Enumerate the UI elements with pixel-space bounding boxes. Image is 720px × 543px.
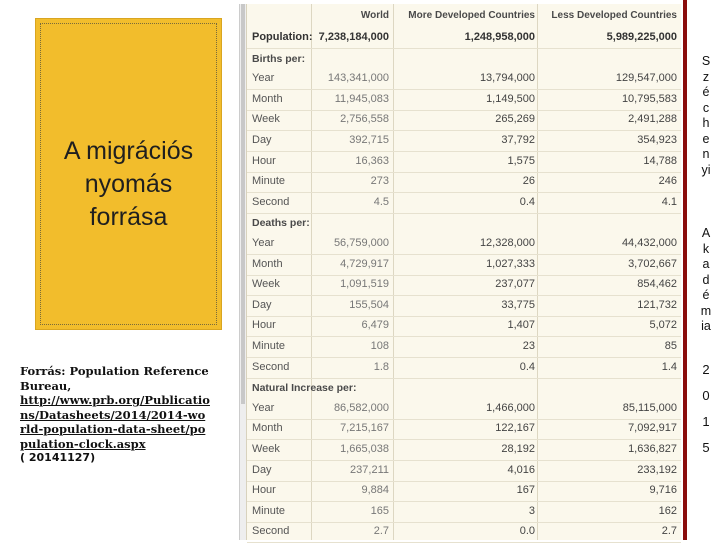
author-glyph: d: [702, 272, 710, 287]
more-developed-value: 1,248,958,000: [464, 31, 535, 43]
less-developed-value: 5,072: [649, 319, 677, 332]
more-developed-value: 1,466,000: [486, 401, 535, 414]
table-row: [247, 233, 681, 255]
row-label: Second: [252, 195, 290, 208]
less-developed-value: 2,491,288: [628, 113, 677, 126]
table-row: [247, 27, 681, 49]
more-developed-value: 26: [522, 175, 535, 188]
less-developed-value: 7,092,917: [628, 422, 677, 435]
scrollbar-thumb[interactable]: [241, 4, 245, 404]
more-developed-value: 4,016: [507, 463, 535, 476]
source-link[interactable]: http://www.prb.org/Publications/Datasheets/2014/2014-world-population-data-sheet/population-clock.aspx: [20, 393, 210, 451]
author-glyph: ia: [701, 319, 711, 333]
slide-title: A migrációs nyomás forrása: [63, 137, 194, 231]
author-glyph: é: [702, 288, 710, 302]
less-developed-value: 5,989,225,000: [606, 31, 677, 43]
less-developed-value: 121,732: [637, 298, 677, 311]
less-developed-value: 1.4: [661, 360, 677, 373]
row-label: Hour: [252, 484, 276, 497]
more-developed-value: 12,328,000: [479, 237, 535, 249]
row-label: Month: [252, 257, 283, 270]
table-row: [247, 480, 681, 502]
more-developed-value: 0.0: [519, 525, 535, 538]
author-glyph: S: [701, 54, 711, 68]
author-glyph: z: [702, 69, 710, 84]
row-label: Day: [252, 134, 272, 146]
row-label: Minute: [252, 504, 286, 517]
less-developed-value: 129,547,000: [615, 72, 677, 85]
author-word-akademia: [694, 226, 718, 335]
author-glyph: n: [702, 147, 710, 161]
header-less-developed: Less Developed Countries: [551, 10, 677, 21]
row-label: Month: [252, 422, 283, 435]
table-row: [247, 357, 681, 379]
author-glyph: 1: [702, 413, 710, 429]
world-value: 165: [370, 504, 389, 517]
row-label: Week: [252, 113, 280, 126]
author-glyph: h: [702, 116, 710, 130]
row-label: Population:: [252, 31, 313, 43]
table-row: [247, 130, 681, 152]
world-value: 1,665,038: [340, 443, 389, 455]
row-label: Year: [252, 401, 275, 414]
less-developed-value: 4.1: [661, 195, 677, 208]
less-developed-value: 246: [658, 175, 677, 188]
less-developed-value: 85,115,000: [622, 401, 677, 414]
title-box: [35, 18, 222, 330]
less-developed-value: 44,432,000: [621, 237, 677, 249]
section-title: Natural Increase per:: [252, 382, 357, 395]
world-value: 237,211: [350, 463, 389, 476]
author-year: [694, 357, 718, 461]
world-value: 273: [370, 175, 389, 188]
row-label: Hour: [252, 319, 276, 332]
world-value: 1.8: [373, 360, 389, 373]
table-row: [247, 460, 681, 482]
world-value: 2,756,558: [340, 113, 389, 126]
world-value: 11,945,083: [334, 92, 389, 105]
table-row: [247, 89, 681, 111]
section-title: Births per:: [252, 52, 306, 65]
header-world: World: [360, 10, 389, 21]
author-glyph: A: [701, 226, 711, 240]
divider-line: [683, 0, 687, 540]
world-value: 392,715: [349, 134, 389, 146]
less-developed-value: 9,716: [649, 484, 677, 497]
author-glyph: m: [700, 303, 712, 318]
row-label: Second: [252, 360, 290, 373]
author-glyph: a: [702, 257, 710, 271]
row-label: Hour: [252, 154, 276, 167]
author-glyph: é: [702, 85, 710, 99]
row-label: Second: [252, 525, 290, 538]
more-developed-value: 33,775: [501, 298, 535, 311]
table-row: [247, 254, 681, 276]
world-value: 56,759,000: [333, 237, 389, 249]
more-developed-value: 1,407: [507, 319, 535, 332]
world-value: 155,504: [349, 298, 389, 311]
source-text: Forrás: Population Reference Bureau,: [20, 364, 209, 393]
table-row: [247, 68, 681, 90]
world-value: 4,729,917: [340, 257, 389, 270]
table-row: [247, 109, 681, 131]
less-developed-value: 10,795,583: [621, 92, 677, 105]
table-row: [247, 315, 681, 337]
more-developed-value: 28,192: [501, 443, 535, 455]
more-developed-value: 237,077: [495, 278, 535, 291]
author-word-szechenyi: [694, 54, 718, 178]
author-glyph: 0: [702, 387, 710, 403]
world-value: 4.5: [373, 195, 389, 208]
more-developed-value: 1,575: [507, 154, 535, 167]
more-developed-value: 167: [516, 484, 535, 497]
less-developed-value: 1,636,827: [628, 443, 677, 455]
world-value: 6,479: [361, 319, 389, 332]
less-developed-value: 85: [664, 340, 677, 352]
header-more-developed: More Developed Countries: [408, 10, 535, 21]
table-row: [247, 336, 681, 358]
row-label: Year: [252, 237, 275, 249]
author-vertical-text: [694, 54, 718, 461]
table-row: [247, 295, 681, 317]
table-row: [247, 501, 681, 523]
world-value: 86,582,000: [333, 401, 389, 414]
more-developed-value: 265,269: [495, 113, 535, 126]
table-row: [247, 274, 681, 296]
world-value: 16,363: [355, 154, 389, 167]
row-label: Week: [252, 443, 280, 455]
less-developed-value: 2.7: [661, 525, 677, 538]
table-row: [247, 418, 681, 440]
more-developed-value: 0.4: [519, 195, 535, 208]
less-developed-value: 354,923: [637, 134, 677, 146]
row-label: Day: [252, 463, 272, 476]
source-date: ( 20141127): [20, 451, 96, 464]
less-developed-value: 3,702,667: [628, 257, 677, 270]
row-label: Minute: [252, 175, 286, 188]
world-value: 7,238,184,000: [318, 31, 389, 43]
table-row: [247, 192, 681, 214]
row-label: Day: [252, 298, 272, 311]
more-developed-value: 1,027,333: [486, 257, 535, 270]
table-row: [247, 439, 681, 461]
source-citation: [20, 364, 210, 466]
author-glyph: 5: [702, 439, 710, 455]
world-value: 9,884: [361, 484, 389, 497]
more-developed-value: 37,792: [501, 134, 535, 146]
author-glyph: k: [702, 241, 710, 256]
author-glyph: c: [702, 100, 710, 115]
more-developed-value: 122,167: [495, 422, 535, 435]
world-value: 1,091,519: [340, 278, 389, 291]
section-title: Deaths per:: [252, 217, 310, 230]
less-developed-value: 14,788: [643, 154, 677, 167]
author-glyph: yi: [701, 162, 711, 177]
more-developed-value: 1,149,500: [486, 92, 535, 105]
more-developed-value: 23: [522, 340, 535, 352]
author-glyph: e: [702, 131, 710, 146]
world-value: 108: [370, 340, 389, 352]
more-developed-value: 3: [528, 504, 535, 517]
less-developed-value: 233,192: [637, 463, 677, 476]
population-clock-table: [246, 4, 681, 540]
table-row: [247, 171, 681, 193]
table-row: [247, 151, 681, 173]
less-developed-value: 162: [658, 504, 677, 517]
world-value: 2.7: [373, 525, 389, 538]
more-developed-value: 13,794,000: [479, 72, 535, 85]
world-value: 7,215,167: [340, 422, 389, 435]
world-value: 143,341,000: [327, 72, 389, 85]
row-label: Month: [252, 92, 283, 105]
author-glyph: 2: [702, 361, 710, 377]
table-row: [247, 398, 681, 420]
less-developed-value: 854,462: [637, 278, 677, 291]
row-label: Year: [252, 72, 275, 85]
more-developed-value: 0.4: [519, 360, 535, 373]
row-label: Minute: [252, 340, 286, 352]
row-label: Week: [252, 278, 280, 291]
